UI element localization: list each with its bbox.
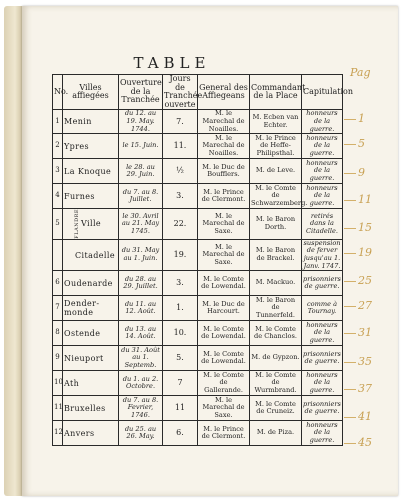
cell-commandant: M. le Comte de Chanclos. xyxy=(250,321,302,346)
cell-ouverture: le 30. Avril au 21. May 1745. xyxy=(119,209,163,240)
siege-table xyxy=(52,74,354,446)
cell-ville xyxy=(63,271,119,296)
ville-name: Ypres xyxy=(64,141,90,151)
cell-jours: 3. xyxy=(163,184,198,209)
cell-no: 3 xyxy=(53,159,63,184)
cell-capitulation: honneurs de la guerre. xyxy=(302,371,343,396)
cell-commandant: M. le Baron de Brackel. xyxy=(250,239,302,270)
cell-capitulation: prisonniers de guerre. xyxy=(302,271,343,296)
cell-ouverture: du 7. au 8. Fevrier, 1746. xyxy=(119,396,163,421)
table-header-row xyxy=(53,75,343,110)
cell-no: 5 xyxy=(53,209,63,240)
table-row xyxy=(53,346,343,371)
cell-general: M. le Comte de Lowendal. xyxy=(198,271,250,296)
cell-ouverture: du 31. Août au 1. Septemb. xyxy=(119,346,163,371)
cell-ville xyxy=(63,321,119,346)
cell-no: 1 xyxy=(53,110,63,134)
table-row xyxy=(53,159,343,184)
margin-page-number: 9 xyxy=(344,166,365,179)
ville-name: Dender-monde xyxy=(64,299,100,318)
cell-commandant: M. de Leve. xyxy=(250,159,302,184)
table-row xyxy=(53,239,343,270)
cell-general: M. le Duc de Harcourt. xyxy=(198,296,250,321)
cell-ouverture: du 1. au 2. Octobre. xyxy=(119,371,163,396)
cell-capitulation: retirés dans la Citadelle. xyxy=(302,209,343,240)
book xyxy=(4,6,400,496)
cell-general: M. le Marechal de Saxe. xyxy=(198,396,250,421)
cell-capitulation: prisonniers de guerre. xyxy=(302,346,343,371)
table-row xyxy=(53,184,343,209)
header-villes: Villes affiegées xyxy=(63,75,119,110)
header-no: No. xyxy=(53,75,63,110)
cell-ville xyxy=(63,296,119,321)
cell-ville xyxy=(63,346,119,371)
cell-jours: 11 xyxy=(163,396,198,421)
cell-jours: 5. xyxy=(163,346,198,371)
cell-commandant: M. le Baron de Tunnerfeld. xyxy=(250,296,302,321)
cell-ville xyxy=(63,396,119,421)
margin-page-number: 25 xyxy=(344,274,372,287)
table-row xyxy=(53,209,343,240)
margin-page-number: 41 xyxy=(344,410,372,423)
cell-no: 4 xyxy=(53,184,63,209)
header-jours: Jours de Tranchée ouverte xyxy=(164,74,203,109)
cell-general: M. le Prince de Clermont. xyxy=(198,184,250,209)
cell-general: M. le Prince de Clermont. xyxy=(198,421,250,446)
cell-commandant: M. le Comte de Schwarzemberg. xyxy=(251,183,308,207)
table-row xyxy=(53,271,343,296)
cell-capitulation: suspension de ferver jusqu'au 1. Janv. 1747. xyxy=(303,238,341,270)
cell-commandant: M. Mackuo. xyxy=(250,271,302,296)
table-row xyxy=(53,134,343,159)
cell-ouverture: du 12. au 19. May. 1744. xyxy=(119,110,163,134)
cell-general: M. le Duc de Boufflers. xyxy=(198,159,250,184)
margin-page-number: 27 xyxy=(344,299,372,312)
cell-no: 8 xyxy=(53,321,63,346)
cell-no: 6 xyxy=(53,271,63,296)
table-row xyxy=(53,396,343,421)
cell-no: 7 xyxy=(53,296,63,321)
cell-commandant: M. le Prince de Heffe-Philipsthal. xyxy=(250,134,302,159)
cell-ouverture: du 28. au 29. Juillet. xyxy=(119,271,163,296)
cell-commandant: M. Ecben van Echter. xyxy=(250,110,302,134)
margin-page-number: 5 xyxy=(344,137,365,150)
cell-ouverture: du 11. au 12. Août. xyxy=(119,296,163,321)
cell-jours: 22. xyxy=(163,209,198,240)
cell-jours: ½ xyxy=(163,159,198,184)
cell-general: M. le Marechal de Noailles. xyxy=(198,110,250,134)
cell-general: M. le Marechal de Saxe. xyxy=(198,239,250,270)
cell-no: 2 xyxy=(53,134,63,159)
table-row xyxy=(53,110,343,134)
cell-commandant: M. le Comte de Cruneiz. xyxy=(250,396,302,421)
table-row xyxy=(53,296,343,321)
header-general: General des Affiegeans xyxy=(198,75,250,110)
cell-ville xyxy=(63,371,119,396)
header-capitulation: Capitulation xyxy=(302,75,343,110)
cell-ville xyxy=(63,159,119,184)
margin-page-number: 31 xyxy=(344,326,372,339)
ville-name: Oudenarde xyxy=(64,278,113,288)
cell-ouverture: le 15. Juin. xyxy=(119,134,163,159)
cell-no xyxy=(53,239,63,270)
cell-ville xyxy=(63,110,119,134)
margin-page-number: 19 xyxy=(344,246,372,259)
cell-ouverture: du 31. May au 1. Juin. xyxy=(119,239,163,270)
cell-jours: 7. xyxy=(163,110,198,134)
table-body xyxy=(53,110,343,446)
cell-no: 9 xyxy=(53,346,63,371)
cell-jours: 19. xyxy=(163,239,198,270)
page-title: TABLE xyxy=(133,54,211,72)
ville-name: Ath xyxy=(64,378,80,388)
cell-commandant: M. de Gypzon. xyxy=(250,346,302,371)
cell-ouverture: du 13. au 14. Août. xyxy=(119,321,163,346)
cell-capitulation: comme à Tournay. xyxy=(302,296,343,321)
cell-jours: 10. xyxy=(163,321,198,346)
cell-general: M. le Comte de Gallerande. xyxy=(198,371,250,396)
ville-name: Furnes xyxy=(64,191,95,201)
ville-name: Menin xyxy=(64,117,92,127)
cell-jours: 11. xyxy=(163,134,198,159)
cell-ville xyxy=(63,239,119,270)
cell-ville xyxy=(63,421,119,446)
ville-name: Ville xyxy=(81,219,102,229)
cell-general: M. le Marechal de Saxe. xyxy=(198,209,250,240)
ville-name: Bruxelles xyxy=(64,403,106,413)
group-label-flandre: FLANDRE xyxy=(74,209,80,239)
cell-general: M. le Comte de Lowendal. xyxy=(198,346,250,371)
margin-page-number: 37 xyxy=(344,382,372,395)
cell-ouverture: du 25. au 26. May. xyxy=(119,421,163,446)
cell-ville xyxy=(63,184,119,209)
cell-ville xyxy=(63,134,119,159)
table-row xyxy=(53,421,343,446)
cell-ouverture: le 28. au 29. Juin. xyxy=(119,159,163,184)
cell-capitulation: honneurs de la guerre. xyxy=(302,184,343,209)
ville-name: Ostende xyxy=(64,328,101,338)
cell-jours: 1. xyxy=(163,296,198,321)
cell-ouverture: du 7. au 8. Juillet. xyxy=(119,184,163,209)
cell-capitulation: honneurs de la guerre. xyxy=(302,421,343,446)
margin-page-number: 35 xyxy=(344,355,372,368)
margin-page-number: 15 xyxy=(344,221,372,234)
margin-note-pag: Pag xyxy=(350,66,371,79)
cell-no: 10 xyxy=(53,371,63,396)
cell-jours: 3. xyxy=(163,271,198,296)
ville-name: Anvers xyxy=(64,428,95,438)
book-spine xyxy=(4,6,24,496)
header-commandant: Commandant de la Place xyxy=(250,75,302,110)
cell-jours: 6. xyxy=(163,421,198,446)
ville-name: La Knoque xyxy=(64,166,112,176)
cell-general: M. le Marechal de Noailles. xyxy=(198,134,250,159)
margin-page-number: 1 xyxy=(344,112,365,125)
cell-general: M. le Comte de Lowendal. xyxy=(198,321,250,346)
margin-page-number: 45 xyxy=(344,436,372,449)
margin-page-number: 11 xyxy=(344,193,372,206)
cell-capitulation: honneurs de la guerre. xyxy=(302,159,343,184)
cell-commandant: M. de Piza. xyxy=(250,421,302,446)
book-page xyxy=(22,6,398,496)
ville-name: Citadelle xyxy=(75,250,115,260)
cell-commandant: M. le Baron Dorth. xyxy=(250,209,302,240)
cell-capitulation: honneurs de la guerre. xyxy=(302,134,343,159)
header-ouverture: Ouverture de la Tranchée xyxy=(119,75,163,110)
table-row xyxy=(53,321,343,346)
cell-capitulation: honneurs de la guerre. xyxy=(302,321,343,346)
cell-capitulation: honneurs de la guerre. xyxy=(302,110,343,134)
ville-name: Nieuport xyxy=(64,353,104,363)
cell-no: 11 xyxy=(53,396,63,421)
cell-commandant: M. le Comte de Wurmbrand. xyxy=(250,371,302,396)
cell-capitulation: prisonniers de guerre. xyxy=(302,396,343,421)
cell-jours: 7 xyxy=(163,371,198,396)
table-row xyxy=(53,371,343,396)
cell-no: 12 xyxy=(53,421,63,446)
cell-ville xyxy=(63,209,119,240)
